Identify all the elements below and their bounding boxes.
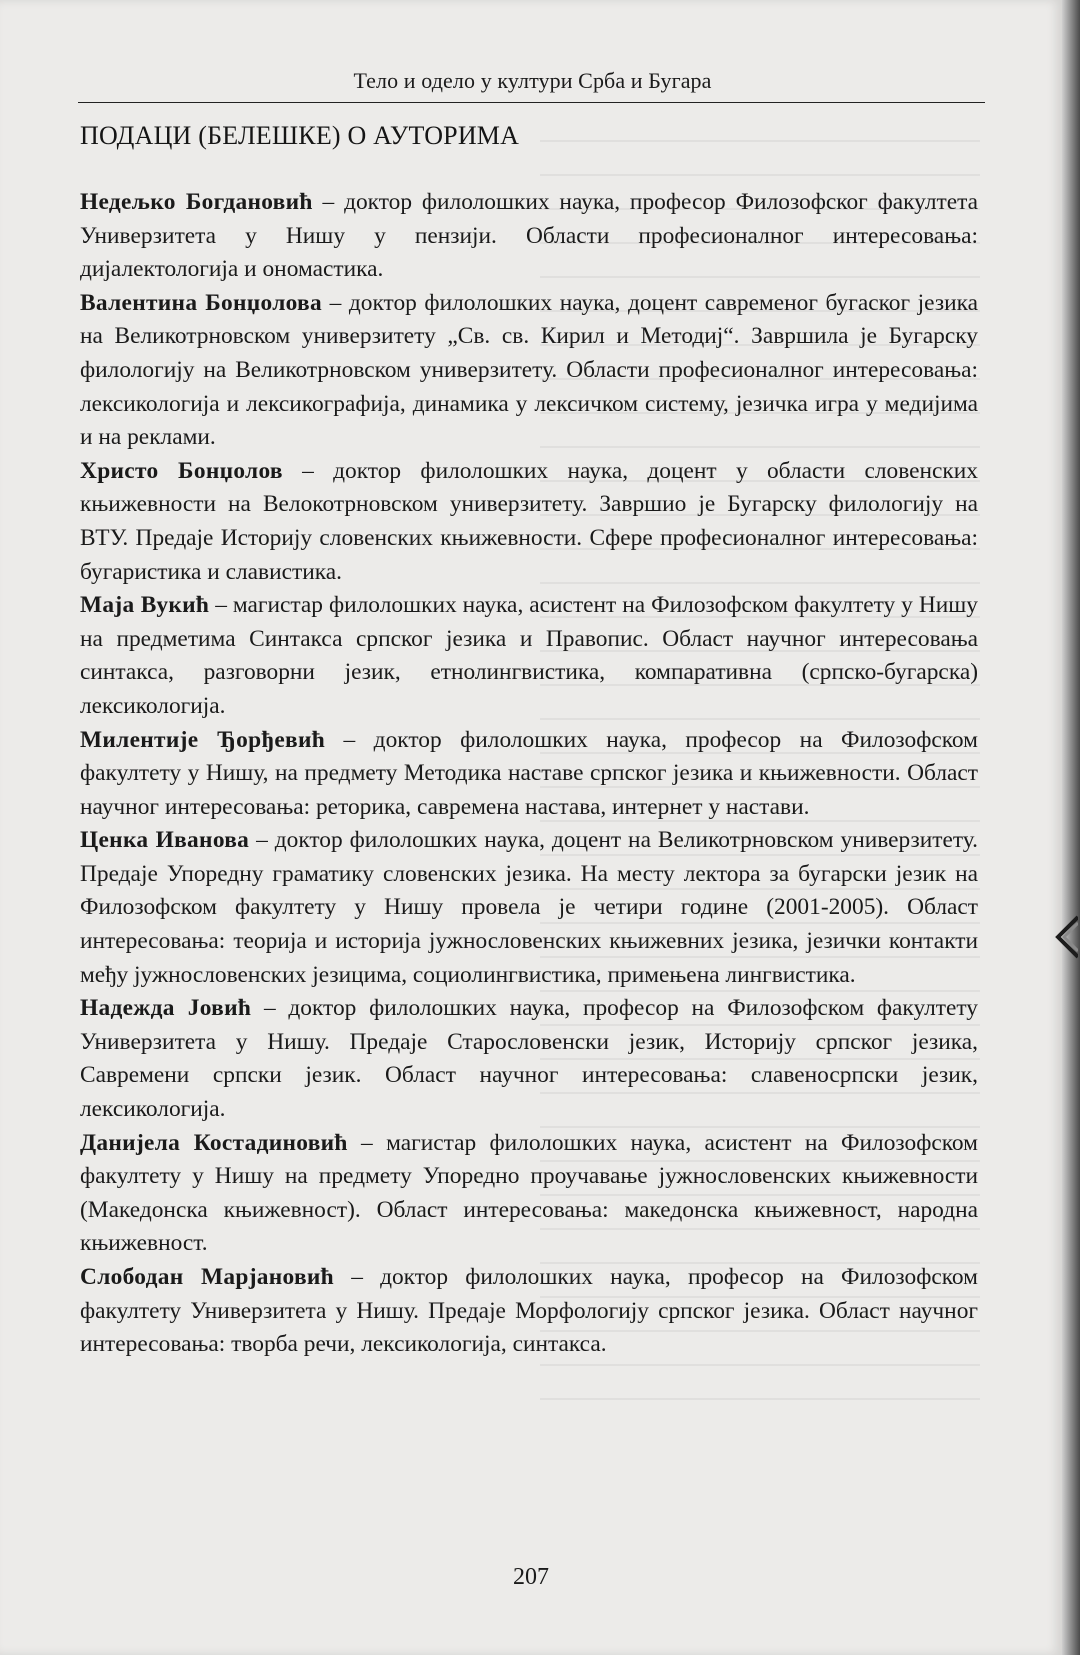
author-name: Надежда Јовић [80,995,252,1022]
section-title: ПОДАЦИ (БЕЛЕШКЕ) О АУТОРИМА [80,121,520,150]
author-notes [80,186,978,1362]
header-rule [78,102,985,103]
author-description: – магистар филолошких наука, асистент на Филозофском факултету у Нишу на предметима Синтакса српског језика и Правопис. Област научног интересовања синтакса, разговорни језик, етнолингвистика, компаративна (српско-бугарска) лексикологија. [80,592,978,719]
author-description: – доктор филолошких наука, професор на Филозофском факултету Универзитета у Нишу. Предаје Морфологију српског језика. Област научног интересовања: творба речи, лексикологија, синтакса. [80,1264,978,1358]
author-description: – доктор филолошких наука, доцент на Великотрновском универзитету. Предаје Упоредну граматику словенских језика. На месту лектора за бугарски језик на Филозофском факултету у Нишу провела је четири године (2001-2005). Област интересовања: теорија и историја јужнословенских књижевних језика, језички контакти међу јужнословенских језицима, социолингвистика, примењена лингвистика. [80,827,978,988]
author-description: – доктор филолошких наука, доцент савременог бугаског језика на Великотрновском универзитету „Св. св. Кирил и Методиј“. Завршила је Бугарску филологију на Великотрновском универзитету. Области професионалног интересовања: лексикологија и лексикографија, динамика у лексичком систему, језичка игра у медијима и на реклами. [80,289,978,451]
running-head: Тело и одело у култури Срба и Бугара [353,68,712,93]
author-entry [80,455,978,589]
author-name: Милентије Ђорђевић [80,726,326,753]
author-name: Христо Бонџолов [80,457,283,484]
author-name: Маја Вукић [80,592,210,619]
author-name: Валентина Бонџолова [80,289,322,316]
author-description: – доктор филолошких наука, професор на Филозофском факултету у Нишу, на предмету Методика наставе српског језика и књижевности. Област научног интересовања: реторика, савремена настава, интернет у настави. [80,726,978,820]
author-entry [80,992,978,1126]
author-name: Данијела Костадиновић [80,1129,348,1156]
edge-tab-icon [1054,915,1078,959]
author-name: Слободан Марјановић [80,1264,334,1290]
author-entry [80,1261,978,1362]
author-description: – магистар филолошких наука, асистент на Филозофском факултету у Нишу на предмету Упоредно проучавање јужнословенских књижевности (Македонска књижевност). Област интересовања: македонска књижевност, народна књижевност. [80,1129,978,1257]
author-entry [80,186,978,287]
author-description: – доктор филолошких наука, професор Филозофског факултета Универзитета у Нишу у пензији. Области професионалног интересовања: дијалектологија и ономастика. [80,189,978,283]
author-entry [80,724,978,825]
author-entry [80,589,978,723]
author-description: – доктор филолошких наука, доцент у области словенских књижевности на Велокотрновском универзитету. Завршио је Бугарску филологију на ВТУ. Предаје Историју словенских књижевности. Сфере професионалног интересовања: бугаристика и славистика. [80,457,978,585]
author-description: – доктор филолошких наука, професор на Филозофском факултету Универзитета у Нишу. Предаје Старословенски језик, Историју српског језика, Савремени српски језик. Област научног интересовања: славеносрпски језик, лексикологија. [80,995,978,1123]
page-edge-shadow [1062,0,1080,1655]
author-name: Ценка Иванова [80,827,250,854]
page-number: 207 [513,1564,549,1590]
author-entry [80,287,978,455]
author-entry [80,1127,978,1261]
author-name: Недељко Богдановић [80,189,313,215]
author-entry [80,824,978,992]
